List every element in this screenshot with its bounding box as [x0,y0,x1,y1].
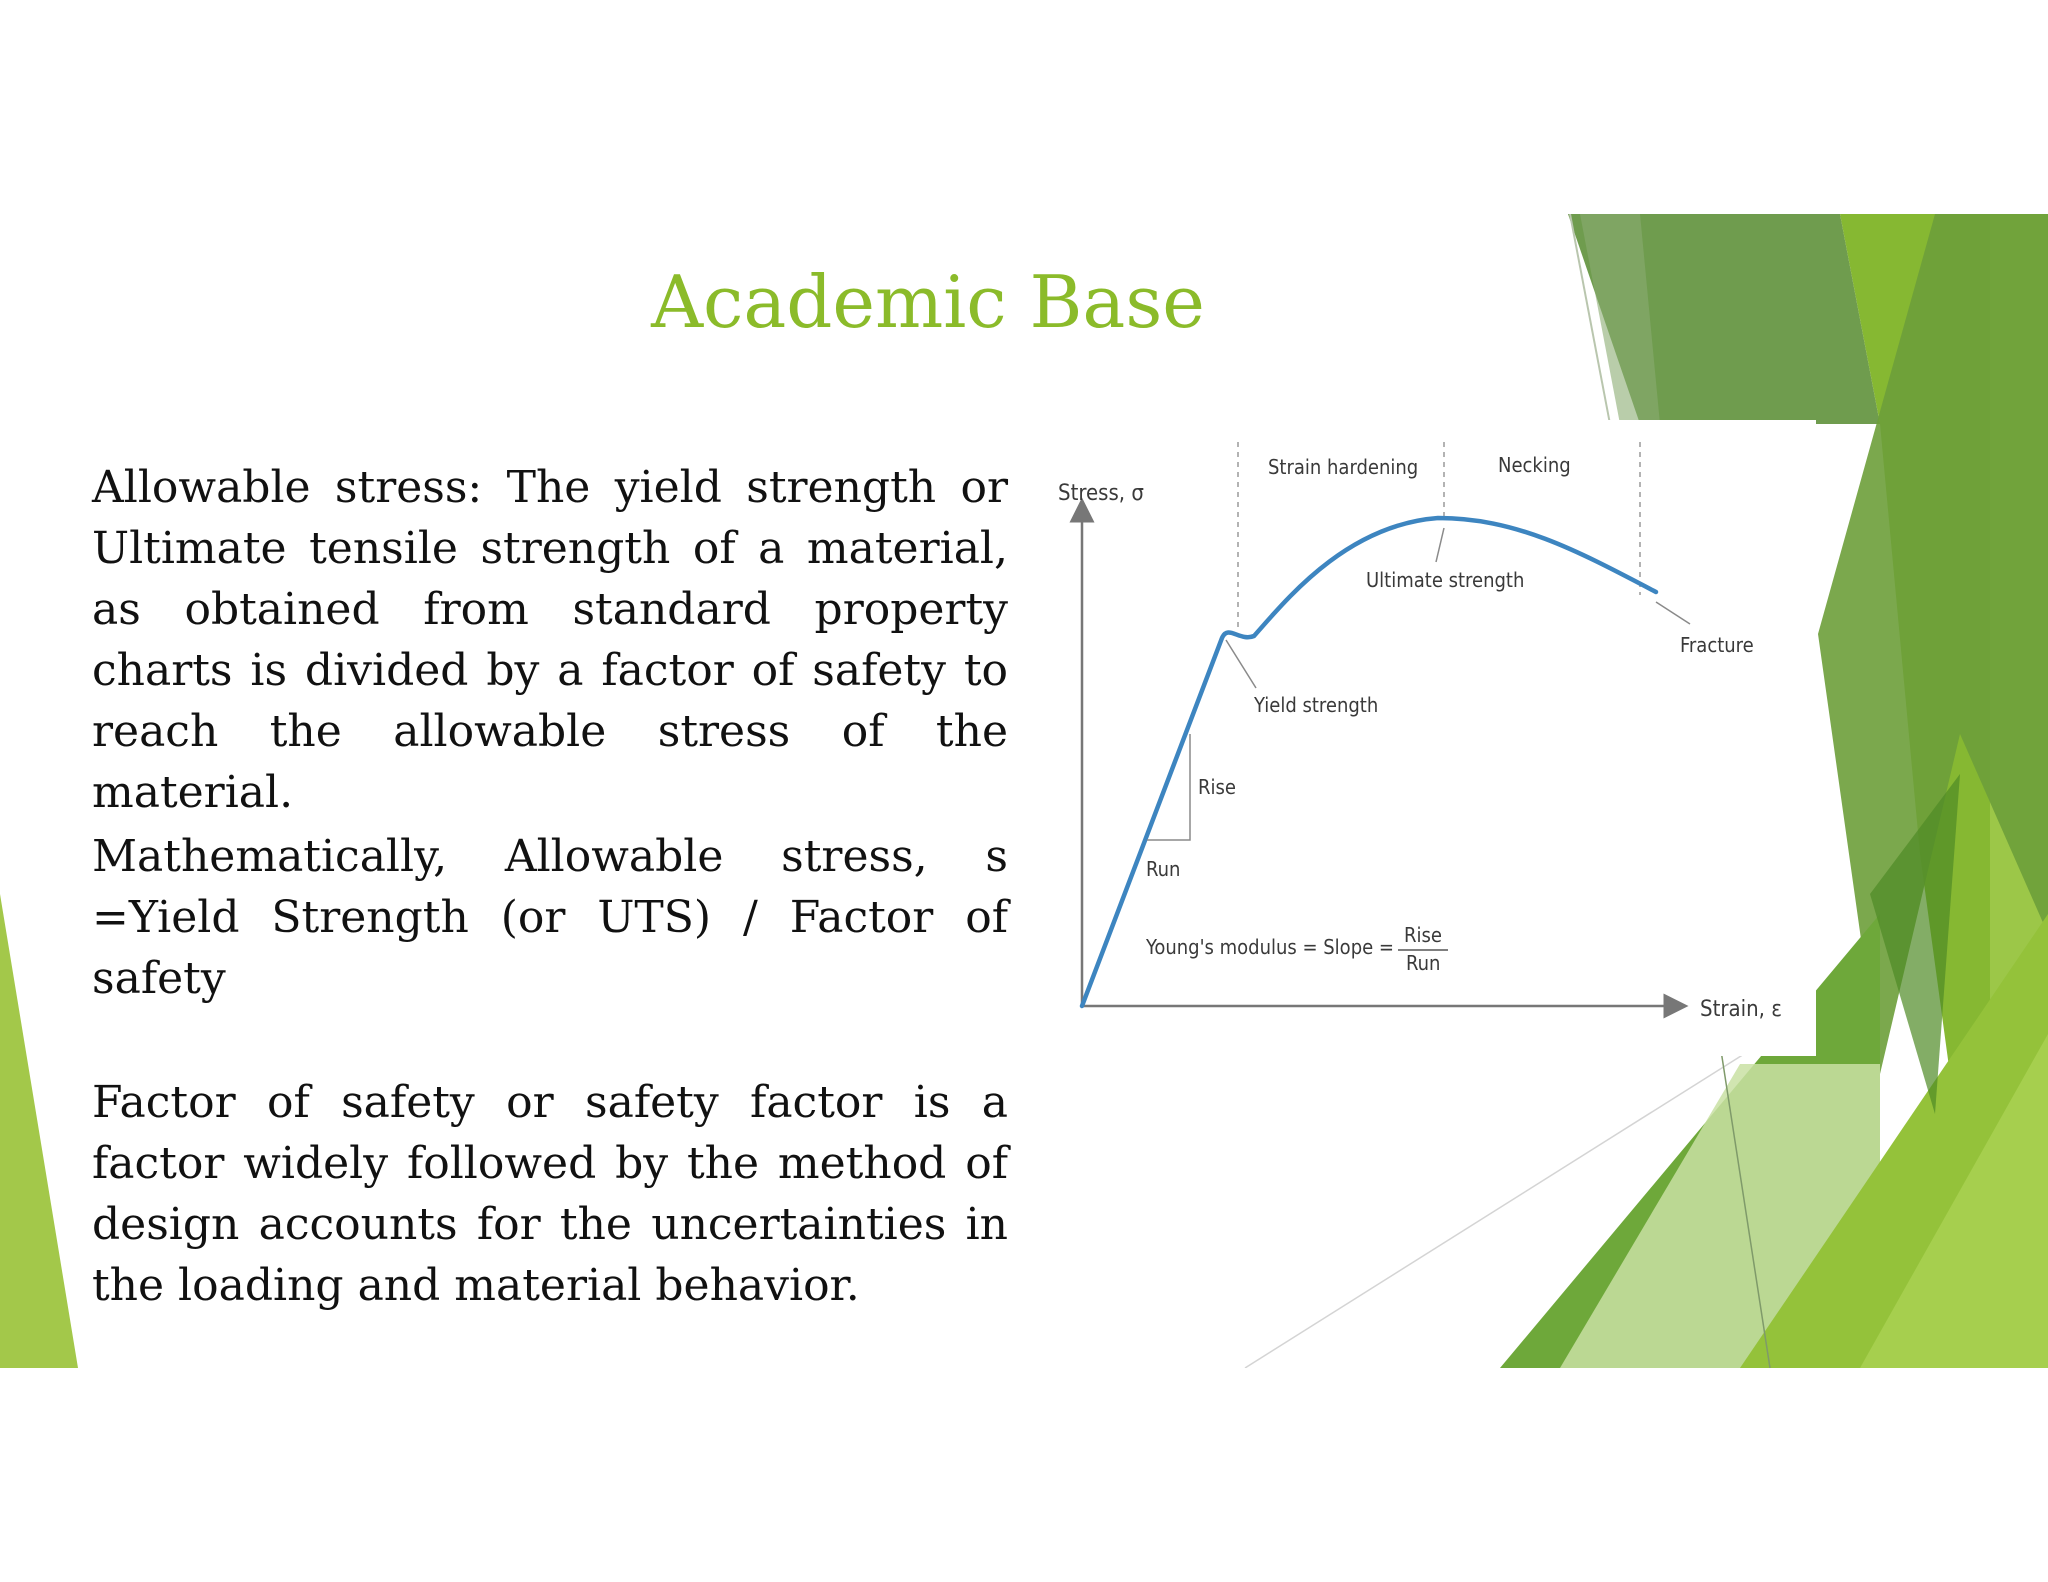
slide-title: Academic Base [651,260,1205,344]
yield-leader [1226,640,1256,688]
allowable-stress-paragraph: Allowable stress: The yield strength or Ultimate tensile strength of a material, as obtained from standard property charts is divided by a factor of safety to reach the allowable stress of the material. [92,462,1008,818]
fracture-label: Fracture [1680,633,1754,657]
yield-strength-label: Yield strength [1254,693,1379,717]
ultimate-strength-label: Ultimate strength [1366,568,1525,592]
necking-label: Necking [1498,453,1571,477]
strain-hardening-label: Strain hardening [1268,455,1419,479]
youngs-modulus-formula: Young's modulus = Slope = [1146,935,1394,959]
formula-paragraph: Mathematically, Allowable stress, s =Yield Strength (or UTS) / Factor of safety [92,831,1008,1004]
formula-numerator: Rise [1404,923,1442,947]
x-axis-label: Strain, ε [1700,997,1782,1022]
formula-denominator: Run [1406,951,1441,975]
y-axis-label: Stress, σ [1058,481,1144,506]
fracture-leader [1656,602,1690,624]
ultimate-leader [1436,528,1444,562]
rise-label: Rise [1198,775,1236,799]
run-label: Run [1146,857,1181,881]
stress-strain-diagram [1046,420,1816,1056]
slide [0,214,2048,1368]
factor-of-safety-paragraph: Factor of safety or safety factor is a factor widely followed by the method of design accounts for the uncertainties in the loading and material behavior. [92,1077,1008,1311]
